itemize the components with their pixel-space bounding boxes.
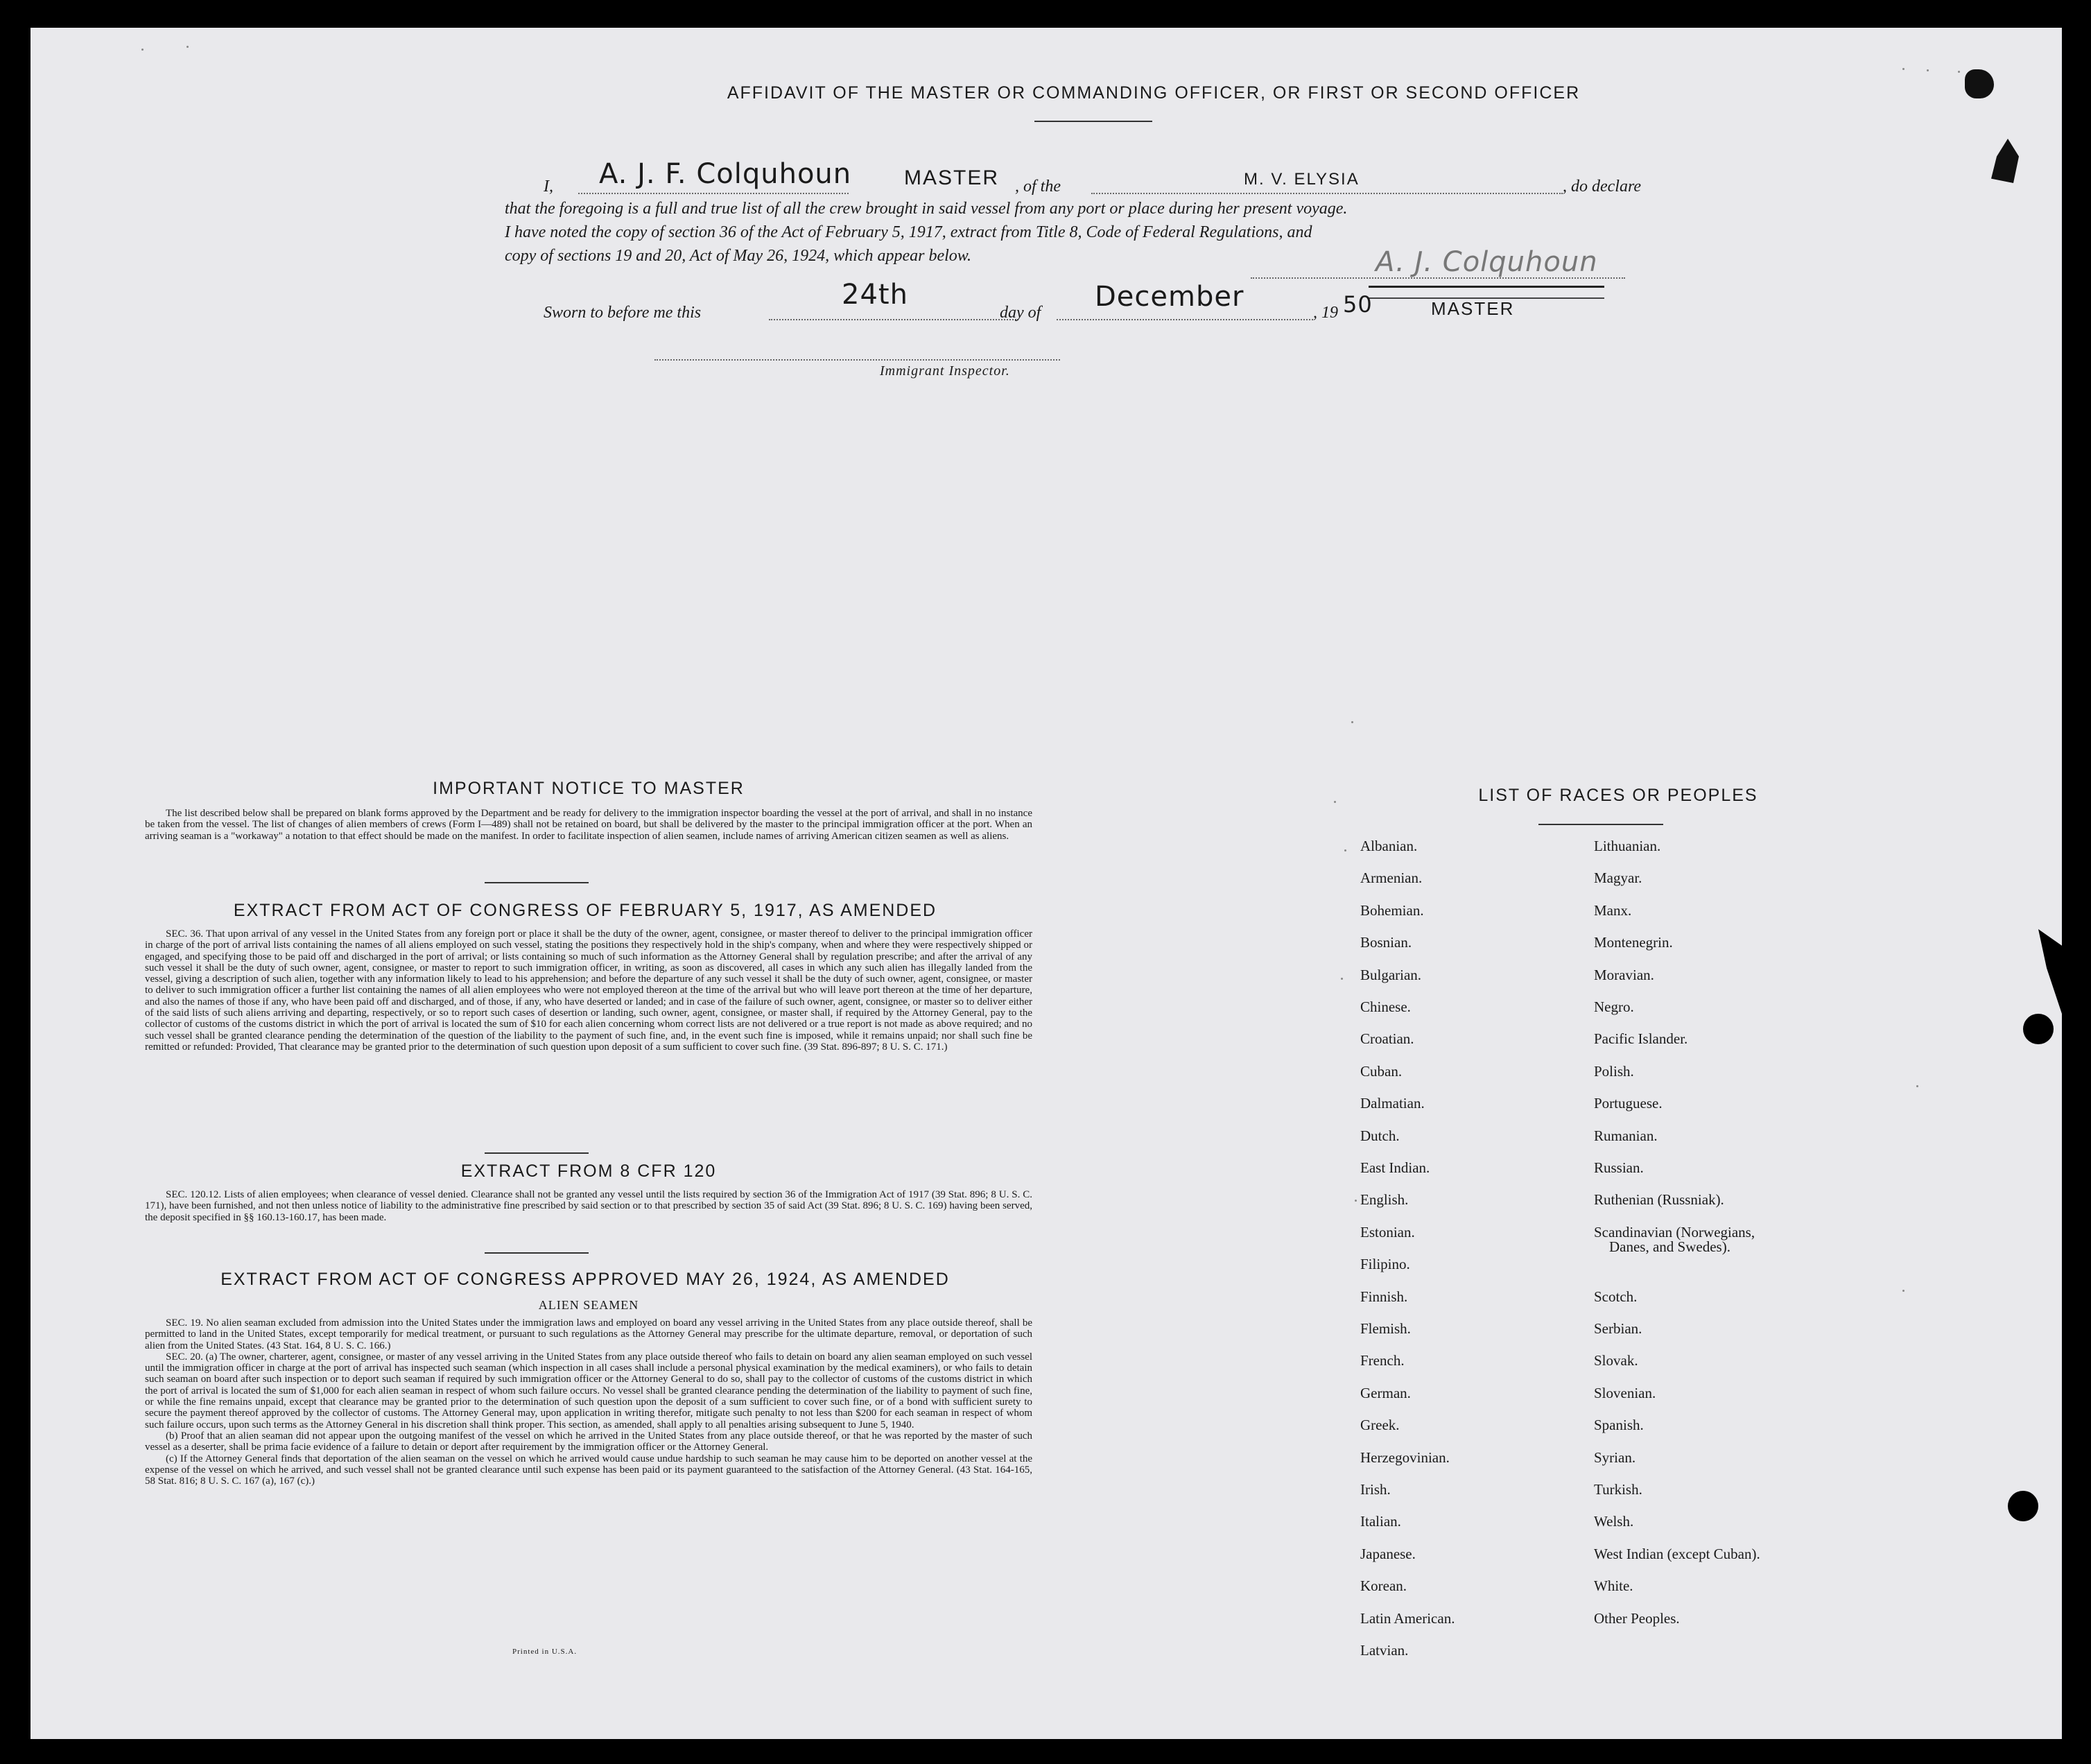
struck-out-title [1369,286,1604,299]
inspector-line [654,359,1060,361]
notice-text: The list described below shall be prepared on blank forms approved by the Department and be ready for delivery to the immigration inspector boarding the vessel at the port of arrival, and shall in no instance be taken from the vessel. The list of changes of alien members of crews (Form I—489) shall not be retained on board, but shall be delivered by the master to the principal immigration officer at the port. When an arriving seaman is a "workaway" a notation to that effect should be made on the manifest. In order to facilitate inspection of alien seamen, include names of arriving American citizen seamen as well as aliens. [145,808,1032,842]
extract-1924-title: EXTRACT FROM ACT OF CONGRESS APPROVED MAY 26, 1924, AS AMENDED [220,1270,950,1289]
master-signature: A. J. Colquhoun [1376,246,1598,278]
divider-1 [485,882,589,883]
rank-value: MASTER [904,166,1000,189]
inspector-label: Immigrant Inspector. [880,363,1010,379]
i-label: I, [544,178,553,196]
race-item: Magyar. [1594,870,1642,887]
race-item: Korean. [1360,1577,1407,1595]
race-item: Irish. [1360,1481,1391,1498]
race-item: Welsh. [1594,1513,1634,1530]
master-name-handwritten: A. J. F. Colquhoun [599,158,852,190]
sworn-label: Sworn to before me this [544,304,702,322]
race-item: Bulgarian. [1360,966,1422,983]
race-item: Slovak. [1594,1352,1638,1369]
punch-hole [2023,1014,2054,1044]
race-item: Finnish. [1360,1288,1408,1305]
month-line [1057,319,1313,320]
race-item: Other Peoples. [1594,1609,1680,1627]
race-item: Spanish. [1594,1417,1644,1434]
day-handwritten: 24th [842,279,908,311]
speck [1344,849,1346,851]
declaration-line-4: copy of sections 19 and 20, Act of May 26, 1924, which appear below. [505,247,972,265]
vessel-value: M. V. ELYSIA [1244,170,1360,189]
races-rule [1538,824,1663,825]
race-item: Manx. [1594,901,1632,919]
notice-title: IMPORTANT NOTICE TO MASTER [433,779,745,798]
speck [1902,68,1905,70]
race-item: Bosnian. [1360,934,1412,951]
month-handwritten: December [1095,281,1244,313]
punch-hole [2008,1491,2038,1521]
speck [1355,1200,1357,1202]
race-item: Filipino. [1360,1256,1410,1273]
race-item: Japanese. [1360,1545,1416,1562]
of-the-label: , of the [1015,178,1061,196]
race-item: Bohemian. [1360,901,1424,919]
race-item: Russian. [1594,1159,1644,1176]
sec-19-text: SEC. 19. No alien seaman excluded from admission into the United States under the immigration laws and employed on board any vessel arriving in the United States from any place outside thereof, shall be permitted to land in the United States, except temporarily for medical treatment, or pursuant to such regulations as the Attorney General may prescribe for the ultimate departure, removal, or deportation of such alien from the United States. (43 Stat. 164, 8 U. S. C. 166.) [145,1317,1032,1351]
speck [1958,71,1960,73]
alien-seamen-subtitle: ALIEN SEAMEN [538,1298,639,1312]
race-item: Polish. [1594,1062,1634,1080]
race-item: Ruthenian (Russniak). [1594,1191,1724,1209]
year-prefix: , 19 [1313,304,1338,322]
race-item: Armenian. [1360,870,1423,887]
printed-in-usa: Printed in U.S.A. [512,1648,578,1656]
speck [1916,1085,1918,1087]
speck [1902,1290,1905,1292]
day-of-label: day of [1000,304,1041,322]
extract-1917-text: SEC. 36. That upon arrival of any vessel in the United States from any foreign port or place it shall be the duty of the owner, agent, consignee, or master thereof to deliver to the principal immigration officer in charge of the port of arrival lists containing the names of all aliens employed on such vessel, stating the positions they respectively hold in the ship's company, when and where they were respectively shipped or engaged, and specifying those to be paid off and discharged in the port of arrival; or lists containing so much of such information as the Attorney General shall by regulation prescribe; and after the arrival of any such vessel it shall be the duty of such owner, agent, consignee, or master to report to such immigration officer, in writing, as soon as discovered, all cases in which any such alien has illegally landed from the vessel, giving a description of such alien, together with any information likely to lead to his apprehension; and before the departure of any such vessel it shall be the duty of such owner, agent, consignee, or master to deliver to such immigration officer a further list containing the names of all alien employees who were not employed thereon at the time of the arrival but who will leave port thereon at the time of her departure, and also the names of those if any, who have been paid off and discharged, and of those, if any, who have deserted or landed; and in case of the failure of such owner, agent, consignee, or master so to deliver either of the said lists of such aliens arriving and departing, respectively, or so to report such cases of desertion or landing, such owner, agent, consignee, or master shall, if required by the Attorney General, pay to the collector of customs of the customs district in which the port of arrival is located the sum of $10 for each alien concerning whom correct lists are not delivered or a true report is not made as above required; and no such vessel shall be granted clearance pending the determination of the question of the liability to the payment of such fine, and, in the event such fine is imposed, while it remains unpaid; nor shall such fine be remitted or refunded: Provided, That clearance may be granted prior to the determination of such question upon deposit of a sum sufficient to cover such fine. (39 Stat. 896-897; 8 U. S. C. 171.) [145,928,1032,1053]
sec-20b-text: (b) Proof that an alien seaman did not appear upon the outgoing manifest of the vessel on which he arrived in the United States from any place outside thereof, or that he was reported by the master of such vessel as a deserter, shall be prima facie evidence of a failure to detain or deport after requirement by the immigration officer or the Attorney General. [145,1430,1032,1453]
notice-body [145,808,1032,842]
signature-role: MASTER [1431,298,1515,319]
divider-2 [485,1152,589,1154]
race-item: East Indian. [1360,1159,1430,1176]
race-item: Montenegrin. [1594,934,1673,951]
extract-1917-body [145,928,1032,1053]
race-item: Croatian. [1360,1030,1414,1048]
race-item: Scandinavian (Norwegians, Danes, and Swedes). [1594,1223,1755,1255]
race-item: Turkish. [1594,1481,1642,1498]
title-rule [1034,121,1152,122]
extract-cfr-body [145,1189,1032,1223]
races-title: LIST OF RACES OR PEOPLES [1478,786,1758,805]
ink-mark [1991,139,2019,183]
race-item: Latin American. [1360,1609,1455,1627]
race-item: Greek. [1360,1417,1400,1434]
extract-cfr-title: EXTRACT FROM 8 CFR 120 [460,1161,717,1181]
form-sheet [31,28,2062,1739]
master-name-line [578,193,849,194]
declaration-line-2: that the foregoing is a full and true list of all the crew brought in said vessel from any port or place during her present voyage. [505,200,1348,218]
race-item: Italian. [1360,1513,1401,1530]
page-tab [2038,929,2066,1026]
race-item: Portuguese. [1594,1095,1663,1112]
day-line [769,319,1018,320]
affidavit-title: AFFIDAVIT OF THE MASTER OR COMMANDING OFFICER, OR FIRST OR SECOND OFFICER [727,83,1581,103]
race-item: Moravian. [1594,966,1654,983]
race-item: Rumanian. [1594,1127,1658,1144]
races-column-2 [1594,839,1885,1699]
do-declare-label: , do declare [1563,178,1642,196]
extract-1924-body [145,1317,1032,1487]
speck [186,46,189,48]
race-item: French. [1360,1352,1405,1369]
declaration-line-3: I have noted the copy of section 36 of the Act of February 5, 1917, extract from Title 8, Code of Federal Regulations, and [505,223,1312,241]
speck [1341,978,1343,980]
race-item: Dutch. [1360,1127,1400,1144]
race-item: Pacific Islander. [1594,1030,1688,1048]
race-item: Albanian. [1360,838,1418,854]
vessel-line [1091,193,1563,194]
year-handwritten: 50 [1343,291,1373,318]
speck [1351,721,1353,723]
race-item: West Indian (except Cuban). [1594,1545,1760,1562]
race-item: Dalmatian. [1360,1095,1425,1112]
extract-cfr-text: SEC. 120.12. Lists of alien employees; when clearance of vessel denied. Clearance shall not be granted any vessel until the lists required by section 36 of the Immigration Act of 1917 (39 Stat. 896; 8 U. S. C. 171), have been furnished, and not then unless notice of liability to the administrative fine prescribed by said section or to that prescribed by section 35 of said Act (39 Stat. 896; 8 U. S. C. 169) having been served, the deposit specified in §§ 160.13-160.17, has been made. [145,1189,1032,1223]
race-item: White. [1594,1577,1633,1595]
race-item: English. [1360,1191,1409,1209]
race-item: Chinese. [1360,998,1411,1015]
race-item: Negro. [1594,998,1634,1015]
race-item: Serbian. [1594,1320,1642,1337]
race-item: Cuban. [1360,1062,1403,1080]
speck [1334,801,1336,803]
race-item: Scotch. [1594,1288,1638,1305]
race-item: Slovenian. [1594,1384,1656,1401]
race-item: German. [1360,1384,1411,1401]
speck [1927,69,1929,71]
race-item: Lithuanian. [1594,838,1661,854]
races-column-1 [1360,839,1568,1699]
speck [141,49,144,51]
race-item: Syrian. [1594,1449,1636,1466]
ink-blot [1965,69,1994,98]
race-item: Estonian. [1360,1223,1415,1240]
sec-20a-text: SEC. 20. (a) The owner, charterer, agent, consignee, or master of any vessel arriving in the United States from any place outside thereof who fails to detain on board any alien seaman employed on such vessel until the immigration officer in charge at the port of arrival has inspected such seaman (which inspection in all cases shall include a personal physical examination by the medical examiners), or who fails to detain such seaman on board after such inspection or to deport such seaman if required by such immigration officer or the Attorney General to do so, shall pay to the collector of customs of the customs district in which the port of arrival is located the sum of $1,000 for each alien seaman in respect of whom such failure occurs. No vessel shall be granted clearance pending the determination of the liability to payment of such fine, or while the fine remains unpaid, except that clearance may be granted prior to the determination of such question upon the deposit of a sum sufficient to cover such fine, or of a bond with sufficient surety to secure the payment thereof approved by the collector of customs. The Attorney General may, upon application in writing therefor, mitigate such penalty to not less than $200 for each seaman in respect of whom such failure occurs, upon such terms as the Attorney General in his discretion shall think proper. This section, as amended, shall apply to all penalties arising subsequent to June 5, 1940. [145,1351,1032,1430]
divider-3 [485,1252,589,1254]
race-item: Latvian. [1360,1642,1409,1659]
sec-20c-text: (c) If the Attorney General finds that deportation of the alien seaman on the vessel on which he arrived would cause undue hardship to such seaman he may cause him to be deported on another vessel at the expense of the vessel on which he arrived, and such vessel shall not be granted clearance until such expense has been paid or its payment guaranteed to the satisfaction of the Attorney General. (43 Stat. 164-165, 58 Stat. 816; 8 U. S. C. 167 (a), 167 (c).) [145,1453,1032,1487]
race-item: Herzegovinian. [1360,1449,1450,1466]
extract-1917-title: EXTRACT FROM ACT OF CONGRESS OF FEBRUARY 5, 1917, AS AMENDED [233,901,937,920]
race-item: Flemish. [1360,1320,1411,1337]
